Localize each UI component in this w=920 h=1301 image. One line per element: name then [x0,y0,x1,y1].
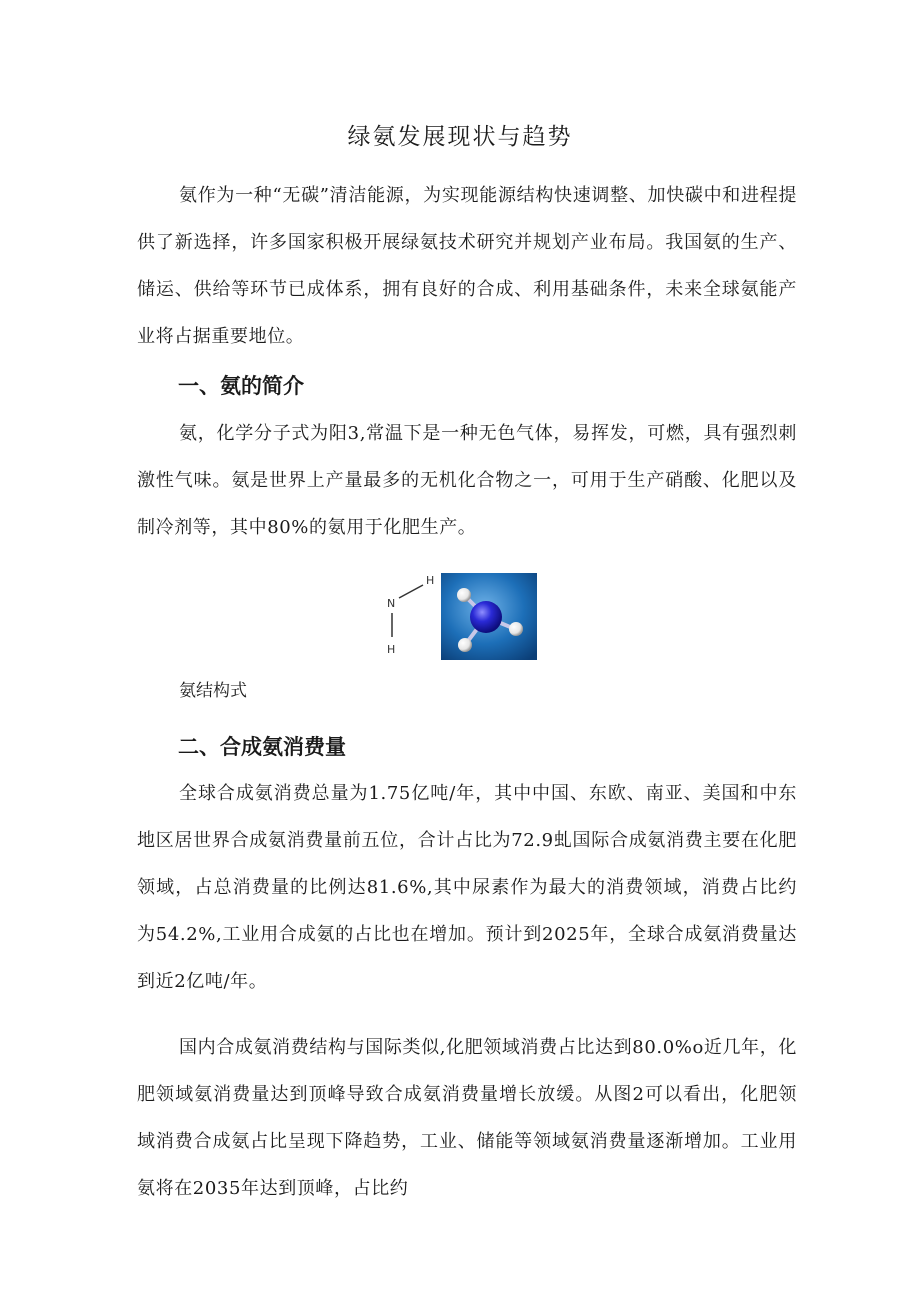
bond-line-top [399,585,423,598]
hydrogen-atom-3 [458,638,472,652]
section-heading-consumption: 二、合成氨消费量 [178,735,346,759]
section-heading-intro: 一、氨的简介 [178,374,304,398]
hydrogen-label-top: H [426,574,435,587]
hydrogen-atom-2 [509,622,523,636]
intro-paragraph: 氨作为一种“无碳”清洁能源，为实现能源结构快速调整、加快碳中和进程提供了新选择，许多国家积极开展绿氨技术研究并规划产业布局。我国氨的生产、储运、供给等环节已成体系，拥有良好的合成、利用基础条件，未来全球氨能产业将占据重要地位。 [137,185,797,347]
ammonia-structure-image [382,573,537,660]
domestic-consumption-paragraph: 国内合成氨消费结构与国际类似,化肥领域消费占比达到80.0%o近几年，化肥领域氨消费量达到顶峰导致合成氨消费量增长放缓。从图2可以看出，化肥领域消费合成氨占比呈现下降趋势，工业、储能等领域氨消费量逐渐增加。工业用氨将在2035年达到顶峰，占比约 [137,1037,797,1199]
ammonia-intro-paragraph: 氨，化学分子式为阳3,常温下是一种无色气体，易挥发，可燃，具有强烈刺激性气味。氨是世界上产量最多的无机化合物之一，可用于生产硝酸、化肥以及制冷剂等，其中80%的氨用于化肥生产。 [137,423,797,538]
ammonia-structure-figure [382,573,537,660]
global-consumption-paragraph: 全球合成氨消费总量为1.75亿吨/年，其中中国、东欧、南亚、美国和中东地区居世界合成氨消费量前五位，合计占比为72.9虬国际合成氨消费主要在化肥领域，占总消费量的比例达81.6%,其中尿素作为最大的消费领域，消费占比约为54.2%,工业用合成氨的占比也在增加。预计到2025年，全球合成氨消费量达到近2亿吨/年。 [137,783,797,992]
hydrogen-atom-1 [457,588,471,602]
nitrogen-label: N [387,597,396,610]
figure-caption: 氨结构式 [179,681,247,701]
hydrogen-label-bottom: H [387,643,396,656]
document-title: 绿氨发展现状与趋势 [347,124,573,150]
nitrogen-atom [470,601,502,633]
